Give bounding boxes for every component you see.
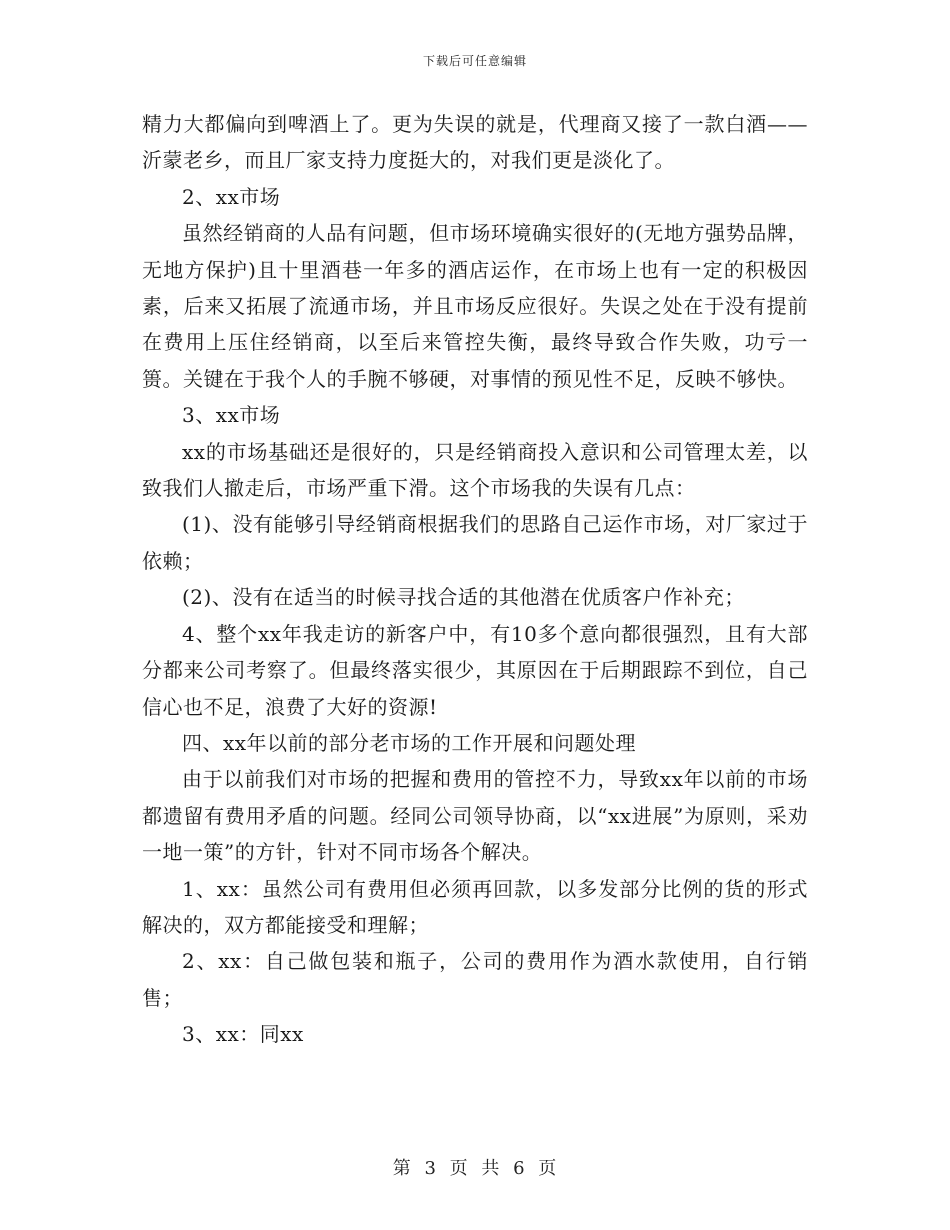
- section-heading-3: 3、xx市场: [182, 403, 281, 428]
- page-number-footer: 第 3 页 共 6 页: [392, 1158, 558, 1179]
- paragraph: 4、整个xx年我走访的新客户中，有10多个意向都很强烈，且有大部分都来公司考察了。但最终落实很少，其原因在于后期跟踪不到位，自己信心也不足，浪费了大好的资源!: [142, 621, 808, 719]
- section-heading-4: 四、xx年以前的部分老市场的工作开展和问题处理: [182, 730, 637, 755]
- page-header: 下载后可任意编辑: [422, 54, 527, 68]
- list-item: 2、xx：自己做包装和瓶子，公司的费用作为酒水款使用，自行销售；: [142, 949, 808, 1010]
- paragraph: xx的市场基础还是很好的，只是经销商投入意识和公司管理太差，以致我们人撤走后，市场严重下滑。这个市场我的失误有几点：: [142, 439, 808, 501]
- paragraph: 由于以前我们对市场的把握和费用的管控不力，导致xx年以前的市场都遗留有费用矛盾的问题。经同公司领导协商，以“xx进展”为原则，采劝一地一策”的方针，针对不同市场各个解决。: [142, 767, 808, 865]
- list-item: 3、xx：同xx: [182, 1022, 304, 1047]
- paragraph: 虽然经销商的人品有问题，但市场环境确实很好的(无地方强势品牌，无地方保护)且十里酒巷一年多的酒店运作，在市场上也有一定的积极因素，后来又拓展了流通市场，并且市场反应很好。失误之处在于没有提前在费用上压住经销商，以至后来管控失衡，最终导致合作失败，功亏一篑。关键在于我个人的手腕不够硬，对事情的预见性不足，反映不够快。: [142, 221, 808, 391]
- list-item: (2)、没有在适当的时候寻找合适的其他潜在优质客户作补充；: [182, 585, 745, 610]
- paragraph-continuation: 精力大都偏向到啤酒上了。更为失误的就是，代理商又接了一款白酒——沂蒙老乡，而且厂家支持力度挺大的，对我们更是淡化了。: [142, 112, 808, 173]
- list-item: (1)、没有能够引导经销商根据我们的思路自己运作市场，对厂家过于依赖；: [142, 512, 808, 573]
- section-heading-2: 2、xx市场: [182, 184, 281, 209]
- list-item: 1、xx：虽然公司有费用但必须再回款，以多发部分比例的货的形式解决的，双方都能接受和理解；: [142, 876, 808, 937]
- document-body: [142, 106, 808, 1053]
